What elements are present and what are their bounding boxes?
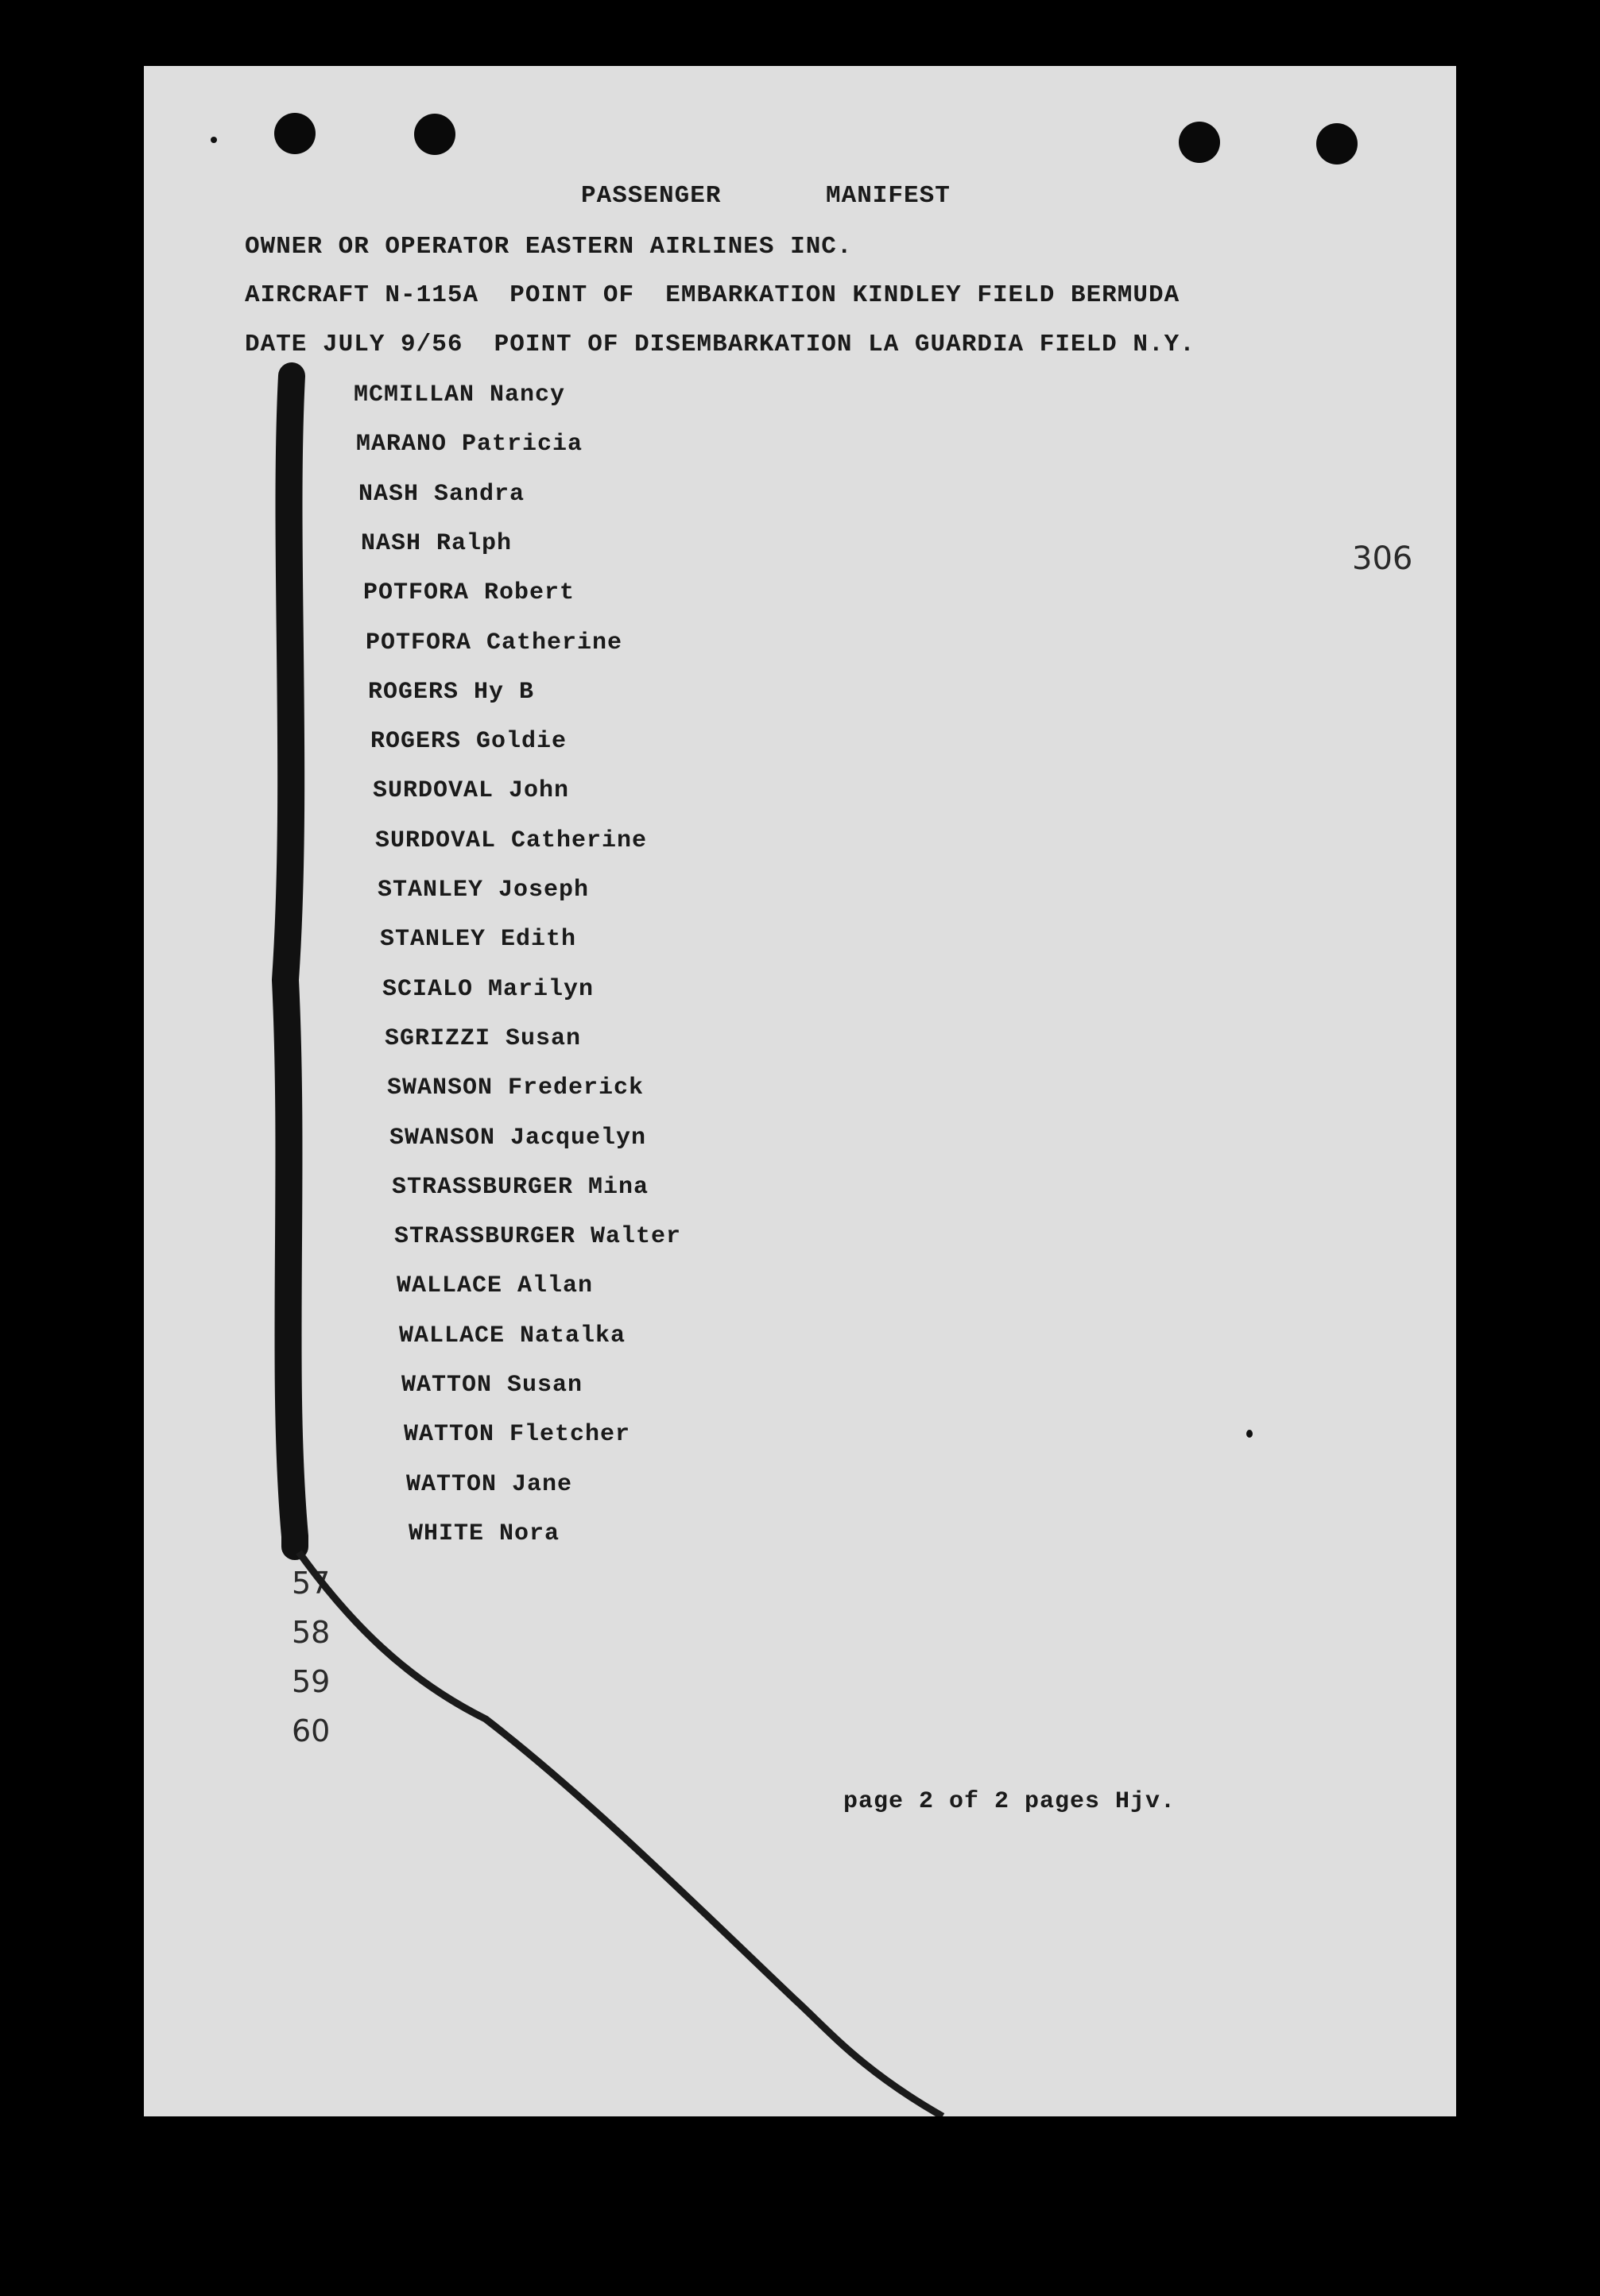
aircraft-line: AIRCRAFT N-115A POINT OF EMBARKATION KINDLEY FIELD BERMUDA (245, 281, 1180, 309)
passenger-name: SCIALO Marilyn (382, 975, 595, 1003)
passenger-name: POTFORA Catherine (366, 629, 623, 656)
passenger-name: STRASSBURGER Mina (392, 1173, 649, 1201)
passenger-name: STANLEY Edith (380, 926, 577, 954)
passenger-name: ROGERS Hy B (368, 678, 535, 706)
passenger-name: SWANSON Jacquelyn (389, 1124, 647, 1152)
passenger-name: ROGERS Goldie (370, 728, 568, 756)
title-manifest: MANIFEST (826, 182, 951, 210)
passenger-name: NASH Sandra (358, 480, 525, 508)
unused-row-number: 60 (292, 1713, 331, 1748)
passenger-name: WALLACE Allan (397, 1272, 594, 1300)
passenger-name: SGRIZZI Susan (385, 1024, 582, 1052)
speck (1246, 1430, 1253, 1438)
passenger-name: NASH Ralph (361, 529, 513, 557)
passenger-name: WALLACE Natalka (399, 1322, 626, 1349)
page-stamp-number: 306 (1352, 540, 1413, 577)
owner-line: OWNER OR OPERATOR EASTERN AIRLINES INC. (245, 233, 853, 261)
page-footer: page 2 of 2 pages Hjv. (843, 1788, 1176, 1815)
passenger-name: STANLEY Joseph (378, 877, 590, 904)
passenger-name: WATTON Jane (406, 1470, 573, 1498)
redaction-and-strike-mark (144, 66, 1456, 2116)
speck (211, 137, 217, 143)
title-passenger: PASSENGER (581, 182, 722, 210)
unused-row-number: 57 (292, 1566, 331, 1601)
passenger-name: STRASSBURGER Walter (394, 1223, 682, 1251)
passenger-name: POTFORA Robert (363, 579, 575, 607)
passenger-name: WATTON Susan (401, 1372, 583, 1399)
passenger-name: SWANSON Frederick (387, 1074, 645, 1102)
passenger-name: WHITE Nora (409, 1520, 560, 1547)
passenger-name: MCMILLAN Nancy (354, 381, 566, 408)
passenger-name: SURDOVAL John (373, 777, 570, 805)
unused-row-number: 58 (292, 1615, 331, 1650)
unused-row-number: 59 (292, 1664, 331, 1699)
passenger-name: WATTON Fletcher (404, 1421, 631, 1449)
manifest-page (144, 66, 1456, 2116)
date-line: DATE JULY 9/56 POINT OF DISEMBARKATION LA GUARDIA FIELD N.Y. (245, 331, 1195, 358)
passenger-name: SURDOVAL Catherine (375, 827, 648, 854)
passenger-name: MARANO Patricia (356, 431, 583, 459)
